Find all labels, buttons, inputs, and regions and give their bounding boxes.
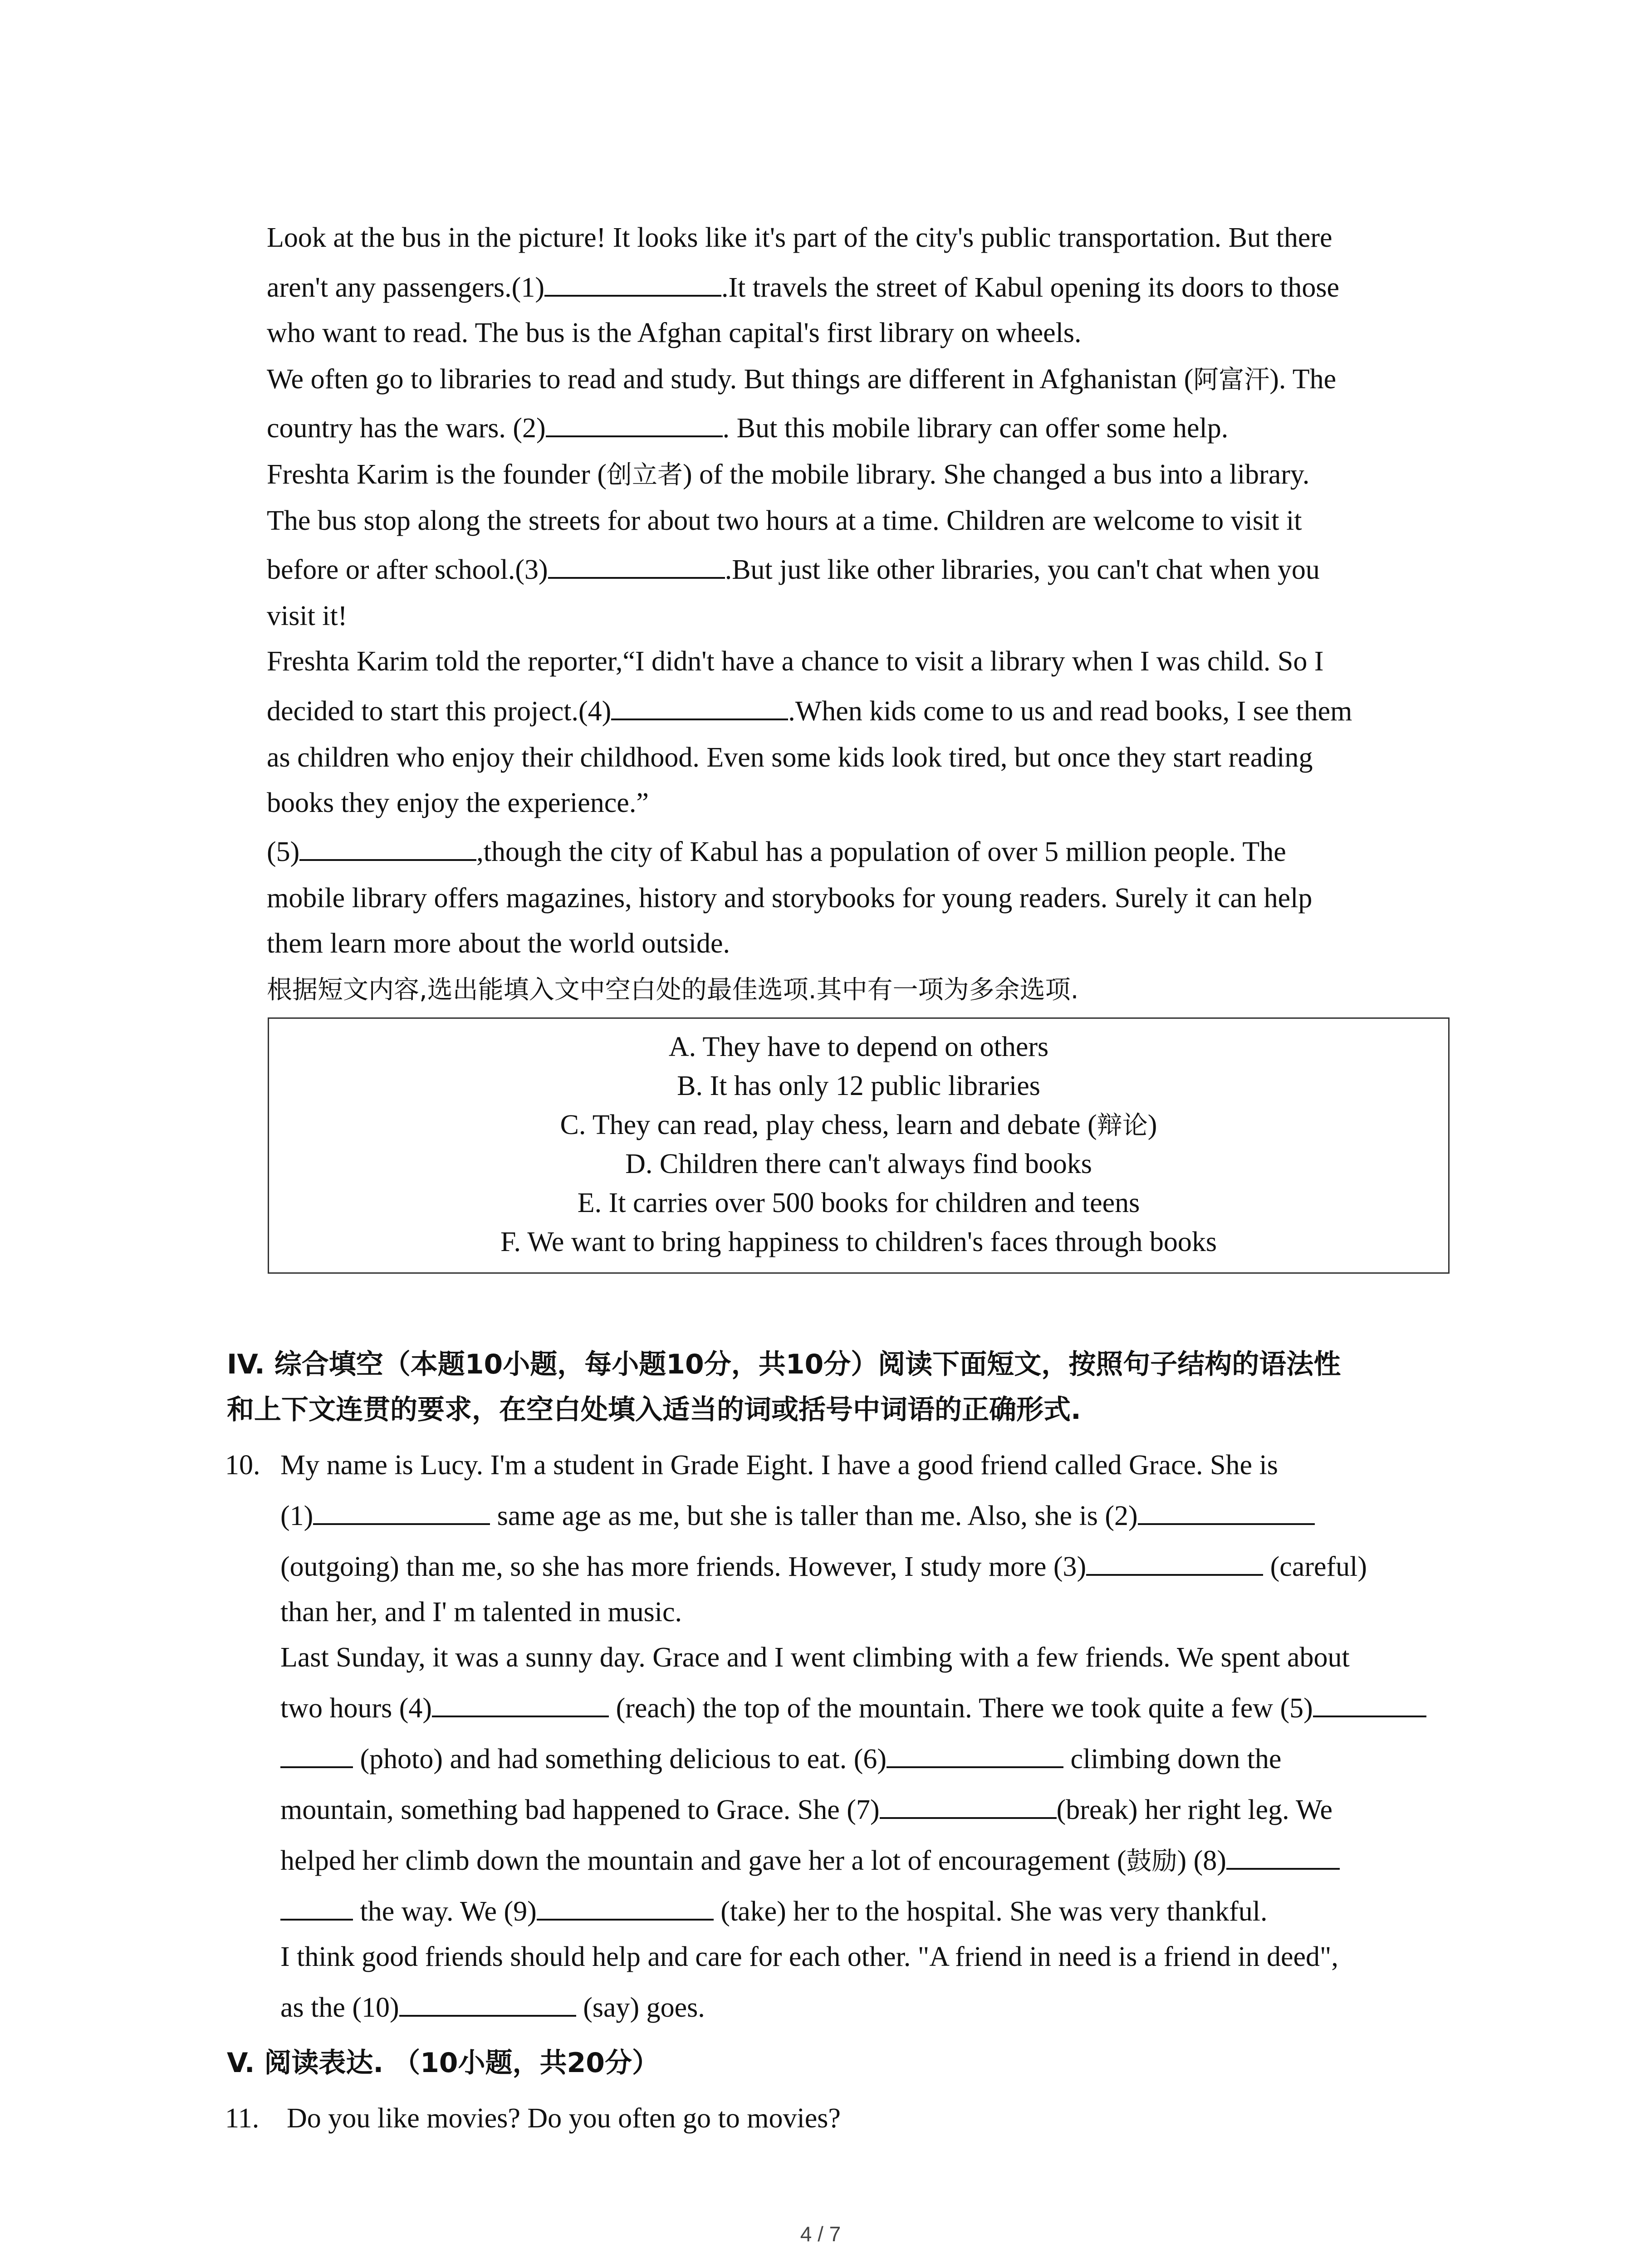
option-d: D. Children there can't always find books [625, 1149, 1092, 1179]
option-e: E. It carries over 500 books for children and teens [577, 1188, 1140, 1218]
cloze-line: Last Sunday, it was a sunny day. Grace and I went climbing with a few friends. We spent about [280, 1642, 1350, 1673]
section-iv-heading: IV. 综合填空（本题10小题，每小题10分，共10分）阅读下面短文，按照句子结构的语法性 [227, 1349, 1341, 1380]
cloze-line: (outgoing) than me, so she has more friends. However, I study more (3) (careful) [280, 1551, 1367, 1582]
blank-3[interactable] [548, 553, 725, 579]
cloze-blank-9[interactable] [537, 1895, 714, 1921]
passage-line: Freshta Karim told the reporter,“I didn't have a chance to visit a library when I was child. So I [267, 646, 1324, 677]
cloze-blank-2[interactable] [1138, 1500, 1315, 1525]
options-box [268, 1017, 1450, 1274]
passage-line: mobile library offers magazines, history and storybooks for young readers. Surely it can help [267, 883, 1313, 914]
section-v-heading: V. 阅读表达. （10小题，共20分） [227, 2047, 660, 2079]
cloze-blank-5-cont[interactable] [280, 1743, 353, 1768]
cloze-line: mountain, something bad happened to Grace. She (7) (break) her right leg. We [280, 1794, 1333, 1825]
option-b: B. It has only 12 public libraries [677, 1070, 1040, 1101]
page-number: 4 / 7 [800, 2222, 841, 2246]
passage-line: We often go to libraries to read and study. But things are different in Afghanistan (阿富汗). The [267, 364, 1337, 395]
question-number: 10. [225, 1450, 260, 1481]
cloze-line: I think good friends should help and care for each other. "A friend in need is a friend in deed", [280, 1941, 1338, 1972]
blank-5[interactable] [299, 836, 476, 861]
cloze-blank-6[interactable] [887, 1743, 1063, 1768]
question-11-text: Do you like movies? Do you often go to movies? [287, 2103, 841, 2134]
cloze-line: than her, and I' m talented in music. [280, 1597, 682, 1628]
cloze-blank-8-cont[interactable] [280, 1895, 353, 1921]
passage-line: Look at the bus in the picture! It looks like it's part of the city's public transportation. But there [267, 222, 1332, 253]
passage-line: visit it! [267, 601, 348, 631]
blank-1[interactable] [544, 271, 721, 297]
cloze-blank-4[interactable] [432, 1692, 609, 1717]
passage-line: before or after school.(3) .But just like other libraries, you can't chat when you [267, 554, 1320, 585]
passage-line: The bus stop along the streets for about two hours at a time. Children are welcome to visit it [267, 505, 1302, 536]
passage-line: books they enjoy the experience.” [267, 787, 649, 818]
cloze-line: (photo) and had something delicious to eat. (6) climbing down the [280, 1741, 1281, 1777]
question-number: 11. [225, 2103, 260, 2134]
cloze-line: (1) same age as me, but she is taller than me. Also, she is (2) [280, 1498, 1315, 1534]
cloze-blank-5[interactable] [1313, 1692, 1426, 1717]
cloze-line: helped her climb down the mountain and gave her a lot of encouragement (鼓励) (8) [280, 1843, 1340, 1880]
passage-line: (5) ,though the city of Kabul has a population of over 5 million people. The [267, 836, 1286, 867]
cloze-line: My name is Lucy. I'm a student in Grade Eight. I have a good friend called Grace. She is [280, 1450, 1278, 1481]
cloze-blank-8[interactable] [1226, 1844, 1340, 1870]
cloze-blank-1[interactable] [313, 1500, 490, 1525]
cloze-line: two hours (4) (reach) the top of the mountain. There we took quite a few (5) [280, 1690, 1426, 1726]
option-a: A. They have to depend on others [668, 1031, 1049, 1062]
passage-line: who want to read. The bus is the Afghan capital's first library on wheels. [267, 318, 1082, 348]
instruction-text: 根据短文内容,选出能填入文中空白处的最佳选项.其中有一项为多余选项. [267, 975, 1079, 1005]
cloze-line: the way. We (9) (take) her to the hospital. She was very thankful. [280, 1893, 1267, 1930]
cloze-line: as the (10) (say) goes. [280, 1992, 705, 2023]
option-f: F. We want to bring happiness to children's faces through books [500, 1227, 1217, 1257]
passage-line: them learn more about the world outside. [267, 928, 730, 959]
cloze-blank-10[interactable] [399, 1991, 576, 2017]
blank-4[interactable] [611, 695, 788, 720]
passage-line: as children who enjoy their childhood. Even some kids look tired, but once they start reading [267, 742, 1313, 773]
section-iv-heading: 和上下文连贯的要求，在空白处填入适当的词或括号中词语的正确形式. [227, 1394, 1081, 1426]
passage-line: Freshta Karim is the founder (创立者) of the mobile library. She changed a bus into a library. [267, 459, 1310, 490]
option-c: C. They can read, play chess, learn and debate (辩论) [560, 1110, 1157, 1140]
passage-line: country has the wars. (2) . But this mobile library can offer some help. [267, 413, 1229, 444]
cloze-blank-3[interactable] [1086, 1550, 1263, 1576]
passage-line: aren't any passengers.(1) .It travels the street of Kabul opening its doors to those [267, 272, 1339, 303]
cloze-blank-7[interactable] [880, 1794, 1057, 1819]
passage-line: decided to start this project.(4) .When kids come to us and read books, I see them [267, 696, 1352, 727]
blank-2[interactable] [546, 412, 723, 437]
